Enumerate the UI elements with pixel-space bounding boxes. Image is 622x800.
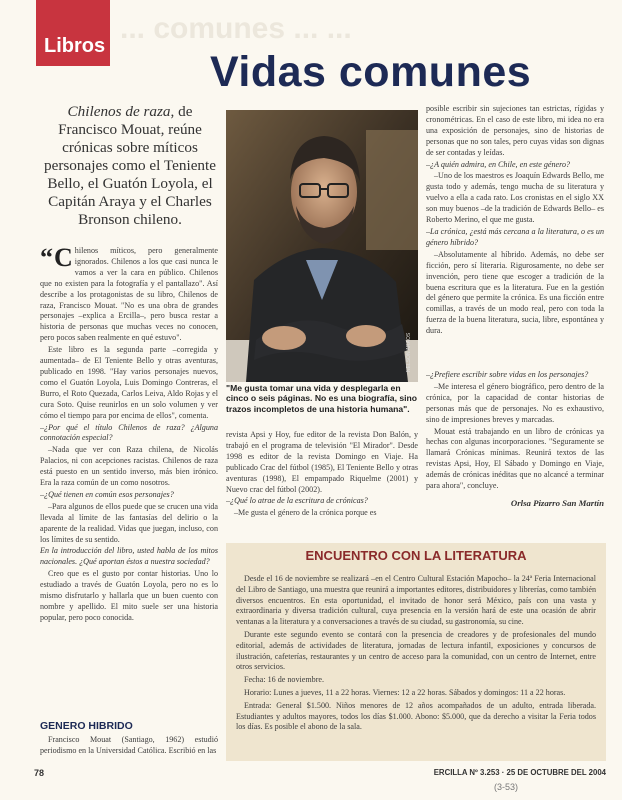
- paragraph: –Me interesa el género biográfico, pero dentro de la crónica, por la capacidad de contar historias de personas más que de personajes. No es exhaustivo, sino de impresiones breves y marcadas.: [426, 381, 604, 424]
- box-paragraph: Horario: Lunes a jueves, 11 a 22 horas. Viernes: 12 a 22 horas. Sábados y domingos: 11 a 22 horas.: [244, 687, 566, 697]
- quote-mark: “: [40, 246, 53, 272]
- paragraph: Francisco Mouat (Santiago, 1962) estudió periodismo en la Universidad Católica. Escribió en las: [40, 735, 218, 755]
- lead-text: , de Francisco Mouat, reúne crónicas sobre míticos personajes como el Teniente Bello, el Guatón Loyola, el Capitán Araya y el Charles Bronson chileno.: [44, 103, 216, 228]
- middle-column: [226, 430, 418, 534]
- question: –¿Qué tienen en común esos personajes?: [40, 489, 174, 499]
- issue-info: ERCILLA Nº 3.253 · 25 DE OCTUBRE DEL 2004: [433, 768, 606, 777]
- box-paragraph: Durante este segundo evento se contará con la presencia de creadores y de profesionales del mundo editorial, además de actividades de literatura, jornadas de lectura infantil, exposiciones y concursos de ilustración, cafeterías, restaurantes y un centro de acceso para la comunidad, con un centro de Internet, entre otros servicios.: [236, 629, 596, 672]
- question: –¿Qué lo atrae de la escritura de crónicas?: [226, 496, 368, 506]
- paragraph: Mouat está trabajando en un libro de crónicas ya hechas con algunas incorporaciones. "Seguramente se llamará Crónicas mínimas. Reunirá textos de las revistas Apsi, Hoy, El Sábado y Domingo en Viaje, además de crónicas inéditas que no alcancé a terminar para ahora", concluye.: [426, 426, 604, 491]
- article-title: Vidas comunes: [210, 48, 532, 96]
- author-photo: [226, 110, 418, 382]
- box-body: [236, 574, 596, 735]
- paragraph: posible escribir sin sujeciones tan estrictas, rígidas y cronométricas. En el caso de este libro, mi idea no era una exposición de personajes, sino de historias de personas que no son tales, pero cuyas vidas son dignas de ser contadas y leídas.: [426, 104, 604, 157]
- left-column: [40, 246, 218, 708]
- paragraph-text: hilenos míticos, pero generalmente ignorados. Chilenos a los que casi nunca le vamos a ver la cara en público. Chilenos que no existen para la fotografía y el pantallazo". Así describe a los protagonistas de su libro, Chilenos de raza, Francisco Mouat. "No es una obra de grandes personajes –explica a Ercilla–, pero busca restar a historia de personas que muchas veces no conocen, pero pocos saben realmente en qué estuvo".: [40, 246, 218, 343]
- left-column-end: [40, 735, 218, 759]
- page-number: 78: [34, 768, 45, 778]
- paragraph: –Absolutamente al híbrido. Además, no debe ser ficción, pero sí literaria. Rigurosamente, no debe ser invención, pero tiene que escoger a tradición de la buena escritura que es la literatura. Fue en la gestión del género que permite la crónica. Es una ficción entre comillas, a través de un modo real, pero con toda la fuerza de la buena literatura, sucia, libre, espontánea y dura.: [426, 249, 604, 336]
- lead-book-title: Chilenos de raza: [67, 103, 171, 120]
- right-column: [426, 104, 604, 366]
- paragraph: Este libro es la segunda parte –corregida y aumentada– de El Teniente Bello y otras aventuras, publicado en 1998. "Hay varios personajes nuevos, como el Guatón Loyola, Luis Domingo Contreras, el Burro, el Roto Quezada, Carlos Leiva, Aldo Rojas y el cura Soto. Quise reunirlos en un solo volumen y ver cómo el tiempo para por encima de ellos", comenta.: [40, 345, 218, 420]
- question: –La crónica, ¿está más cercana a la literatura, o es un género híbrido?: [426, 226, 604, 247]
- paragraph: –Para algunos de ellos puede que se crucen una vida llevada al límite de las fantasías del delirio o la aparente de la realidad. Vidas que juegan, incluso, con los límites de su sentido.: [40, 501, 218, 544]
- handwritten-note: (3-53): [494, 782, 519, 792]
- paragraph: [40, 246, 218, 344]
- paragraph: revista Apsi y Hoy, fue editor de la revista Don Balón, y trabajó en el programa de televisión "El Mirador". Desde 1998 es editor de la revista Domingo en Viaje. Ha publicado Crac del fútbol (1985), El Teniente Bello y otras aventuras (1998), El empampado Riquelme (2001) y Nuevo crac del fútbol (2002).: [226, 430, 418, 494]
- paragraph: Creo que es el gusto por contar historias. Uno lo estudiado a través de Guatón Loyola, pero no es lo mismo disfrutarlo y hallarla que un buen cuento con nombre y apellido. El mito suele ser una historia popular, pero poco conocida.: [40, 569, 218, 622]
- paragraph: –Me gusta el género de la crónica porque es: [234, 508, 377, 518]
- author-signature: Orlsa Pizarro San Martín: [510, 498, 604, 508]
- right-column-bottom: [426, 370, 604, 496]
- question: En la introducción del libro, usted habla de los mitos nacionales. ¿Qué aportan éstos a nuestra sociedad?: [40, 546, 218, 567]
- sub-heading: GENERO HIBRIDO: [40, 720, 133, 732]
- ghost-headline-text: ... comunes ... ...: [120, 14, 352, 45]
- box-paragraph: Entrada: General $1.500. Niños menores de 12 años acompañados de un adulto, entrada liberada. Estudiantes y adultos mayores, todos los días $1.000. Abono: $5.000, que da derecho a visitar la Feria todos los días. Es posible el abono de la sala.: [236, 700, 596, 732]
- article-lead: [44, 103, 216, 229]
- paragraph: –Uno de los maestros es Joaquín Edwards Bello, me gusta todo y además, tengo mucha de su literatura y vuelvo a ella a cada rato. Los cronistas en el siglo XX son muy buenos –de la tradición de Edwards Bello– es Roberto Merino, el que me gusta.: [426, 171, 604, 225]
- box-paragraph: Fecha: 16 de noviembre.: [244, 675, 325, 685]
- paragraph: –Nada que ver con Raza chilena, de Nicolás Palacios, ni con acepciones racistas. Chilenos de raza está puesto en un sentido inverso, más bien irónico. Era la raza común de un como nosotros.: [40, 445, 218, 488]
- photo-caption: "Me gusta tomar una vida y desplegarla en cinco o seis páginas. No es una biografía, sino trazos incompletos de una historia humana".: [226, 383, 418, 414]
- section-tag: [36, 0, 110, 66]
- box-title: ENCUENTRO CON LA LITERATURA: [305, 548, 527, 563]
- box-paragraph: Desde el 16 de noviembre se realizará –en el Centro Cultural Estación Mapocho– la 24ª Feria Internacional del Libro de Santiago, una muestra que reunirá a importantes editores, distribuidores y librerías, como también diversos encuentros. En esta oportunidad, el invitado de honor será México, país con una vasta y extraordinaria y diversa tradición cultural, cuya presencia en la versión hará de este una ocasión de abrir ventanas a la literatura y a conversaciones a través de su ciudad, su gastronomía, su cine.: [236, 574, 596, 627]
- question: –¿Por qué el título Chilenos de raza? ¿Alguna connotación especial?: [40, 422, 218, 443]
- section-label: Libros: [44, 35, 106, 57]
- dropcap: C: [54, 246, 73, 272]
- question: –¿Prefiere escribir sobre vidas en los personajes?: [426, 370, 589, 379]
- author-photo-illustration: [226, 110, 418, 382]
- question: –¿A quién admira, en Chile, en este género?: [426, 159, 571, 169]
- photo-credit: NELSON ARAOS: [406, 332, 412, 372]
